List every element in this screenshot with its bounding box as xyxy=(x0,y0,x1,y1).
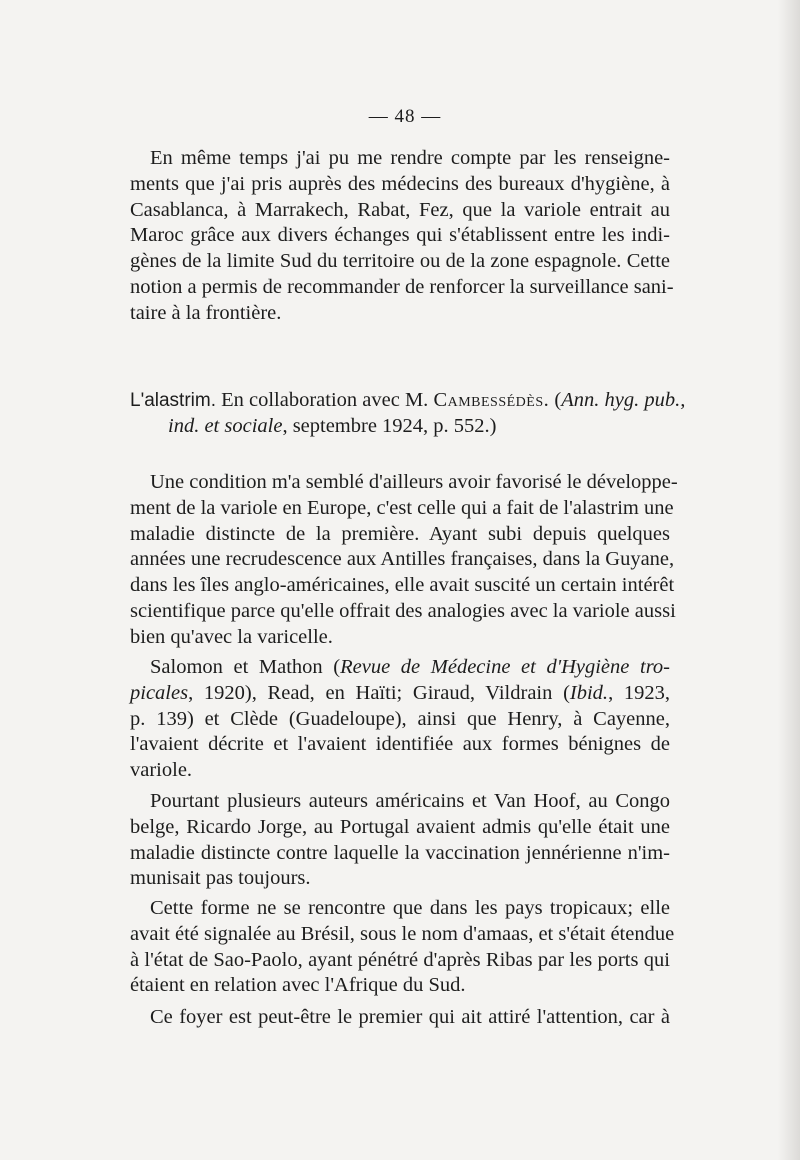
text-line: gènes de la limite Sud du territoire ou de la zone espagnole. Cette xyxy=(130,250,670,273)
text-line: avait été signalée au Brésil, sous le nom d'amaas, et s'était étendue xyxy=(130,922,675,945)
text-line: ment de la variole en Europe, c'est celle qui a fait de l'alastrim une xyxy=(130,496,674,519)
journal-title-italic: Revue de Médecine et d'Hygiène tro- xyxy=(340,656,670,678)
reference-citation xyxy=(130,388,686,440)
text-line: munisait pas toujours. xyxy=(130,867,311,890)
text-line: scientifique parce qu'elle offrait des analogies avec la variole aussi xyxy=(130,599,676,622)
text-span: Salomon et Mathon ( xyxy=(150,656,341,678)
reference-details: , septembre 1924, p. 552.) xyxy=(282,414,497,437)
text-line: En même temps j'ai pu me rendre compte par les renseigne- xyxy=(150,147,670,169)
text-line: Une condition m'a semblé d'ailleurs avoir favorisé le développe- xyxy=(150,471,678,493)
paragraph-6 xyxy=(130,1005,670,1031)
text-line: à l'état de Sao-Paolo, ayant pénétré d'après Ribas par les ports qui xyxy=(130,948,670,971)
text-line: Pourtant plusieurs auteurs américains et Van Hoof, au Congo xyxy=(150,790,670,812)
text-line: maladie distincte de la première. Ayant subi depuis quelques xyxy=(130,522,670,545)
journal-title-italic: picales xyxy=(130,681,189,704)
reference-journal-cont: ind. et sociale xyxy=(168,414,283,437)
text-line: maladie distincte contre laquelle la vaccination jennérienne n'im- xyxy=(130,841,670,864)
reference-title: L'alastrim. xyxy=(130,390,216,411)
citation-line xyxy=(130,388,686,414)
paragraph-5 xyxy=(130,896,675,999)
reference-journal: Ann. hyg. pub., xyxy=(561,389,686,411)
text-line: p. 139) et Clède (Guadeloupe), ainsi que Henry, à Cayenne, xyxy=(130,707,670,730)
paragraph-1 xyxy=(130,146,674,327)
page-number: — 48 — xyxy=(368,106,442,127)
text-line: Ce foyer est peut-être le premier qui ait attiré l'attention, car à xyxy=(150,1006,670,1028)
page-edge-shadow xyxy=(778,0,800,1160)
reference-collab: En collaboration avec M. xyxy=(215,389,434,411)
reference-author: Cambessédès. xyxy=(433,389,550,411)
text-line: ments que j'ai pris auprès des médecins des bureaux d'hygiène, à xyxy=(130,172,670,195)
text-span: , 1920), Read, en Haïti; Giraud, Vildrain ( xyxy=(188,681,570,704)
citation-line xyxy=(130,414,670,440)
text-line xyxy=(130,655,670,681)
text-line: dans les îles anglo-américaines, elle avait suscité un certain intérêt xyxy=(130,574,675,597)
text-line: belge, Ricardo Jorge, au Portugal avaient admis qu'elle était une xyxy=(130,815,670,838)
text-line: l'avaient décrite et l'avaient identifiée aux formes bénignes de xyxy=(130,733,670,756)
text-line: Casablanca, à Marrakech, Rabat, Fez, que la variole entrait au xyxy=(130,198,670,221)
paragraph-4 xyxy=(130,789,670,892)
text-line: variole. xyxy=(130,759,193,782)
text-line: taire à la frontière. xyxy=(130,301,282,324)
reference-paren: ( xyxy=(549,389,562,411)
text-line xyxy=(130,681,670,707)
text-line: années une recrudescence aux Antilles françaises, dans la Guyane, xyxy=(130,548,675,571)
text-span: , 1923, xyxy=(608,681,671,704)
ibid-italic: Ibid. xyxy=(569,681,609,704)
text-line: Maroc grâce aux divers échanges qui s'établissent entre les indi- xyxy=(130,224,670,247)
paragraph-3 xyxy=(130,655,670,784)
paragraph-2 xyxy=(130,470,678,651)
text-line: Cette forme ne se rencontre que dans les pays tropicaux; elle xyxy=(150,897,670,919)
text-line: bien qu'avec la varicelle. xyxy=(130,625,333,648)
text-line: étaient en relation avec l'Afrique du Sud. xyxy=(130,974,466,997)
text-line: notion a permis de recommander de renforcer la surveillance sani- xyxy=(130,275,674,298)
